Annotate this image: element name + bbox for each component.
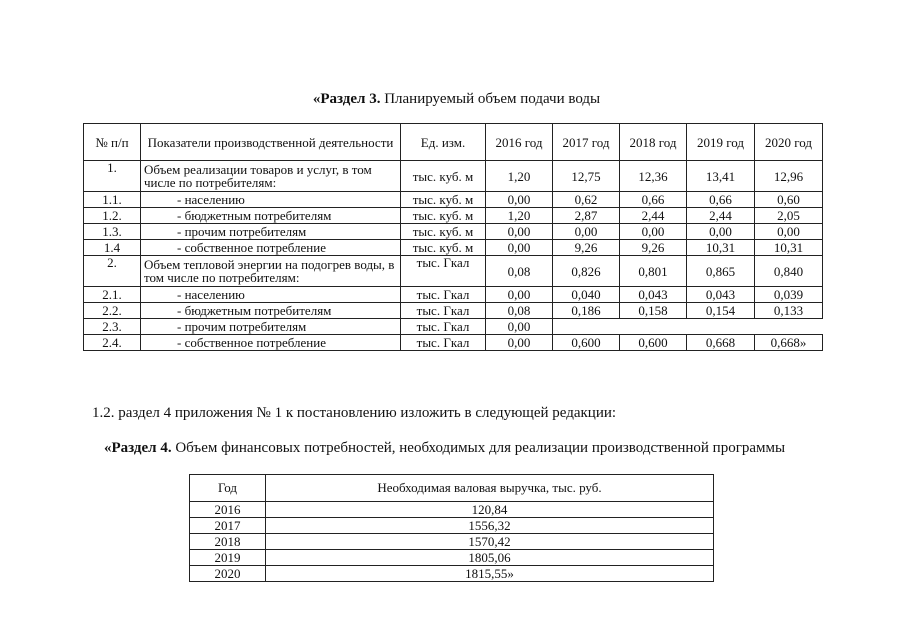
- row-unit: тыс. куб. м: [401, 240, 486, 256]
- table-row: [84, 240, 823, 256]
- cell-2019: 0,043: [687, 287, 755, 303]
- cell-2018: 0,600: [620, 335, 687, 351]
- row-num: 2.3.: [84, 319, 141, 335]
- cell-year: 2016: [190, 502, 266, 518]
- row-unit: тыс. Гкал: [401, 303, 486, 319]
- table-header-row: [84, 124, 823, 161]
- cell-2020: 10,31: [755, 240, 823, 256]
- cell-2016: 0,08: [486, 256, 553, 287]
- cell-2018: 9,26: [620, 240, 687, 256]
- row-unit: тыс. Гкал: [401, 256, 486, 287]
- table-row: [190, 534, 714, 550]
- table-row: [84, 287, 823, 303]
- table-row: [190, 502, 714, 518]
- row-num: 2.4.: [84, 335, 141, 351]
- row-unit: тыс. куб. м: [401, 192, 486, 208]
- row-unit: тыс. Гкал: [401, 287, 486, 303]
- cell-2020: 0,60: [755, 192, 823, 208]
- section3-title-bold: «Раздел 3.: [312, 91, 381, 107]
- cell-2019: 13,41: [687, 161, 755, 192]
- cell-2020: 2,05: [755, 208, 823, 224]
- table-row: [190, 550, 714, 566]
- section3-title: [0, 91, 905, 108]
- row-unit: тыс. куб. м: [401, 161, 486, 192]
- cell-2016: 0,00: [486, 335, 553, 351]
- cell-year: 2019: [190, 550, 266, 566]
- row-name: - населению: [141, 287, 401, 303]
- cell-2020: 12,96: [755, 161, 823, 192]
- cell-2018: 0,801: [620, 256, 687, 287]
- row-num: 1.4: [84, 240, 141, 256]
- cell-year: 2018: [190, 534, 266, 550]
- cell-2017: 9,26: [553, 240, 620, 256]
- row-num: 2.1.: [84, 287, 141, 303]
- row-num: 2.: [84, 256, 141, 287]
- row-name: Объем реализации товаров и услуг, в том числе по потребителям:: [141, 161, 401, 192]
- cell-2019: 0,865: [687, 256, 755, 287]
- cell-2017: 0,040: [553, 287, 620, 303]
- table-row: [84, 335, 823, 351]
- cell-revenue: 1570,42: [266, 534, 714, 550]
- cell-year: 2017: [190, 518, 266, 534]
- cell-2017: 0,00: [553, 224, 620, 240]
- table-row: [84, 224, 823, 240]
- header-indicator: Показатели производственной деятельности: [141, 124, 401, 161]
- header-2018: 2018 год: [620, 124, 687, 161]
- row-num: 1.: [84, 161, 141, 192]
- table-row: [84, 303, 823, 319]
- row-unit: тыс. Гкал: [401, 335, 486, 351]
- header-unit: Ед. изм.: [401, 124, 486, 161]
- row-unit: тыс. Гкал: [401, 319, 486, 335]
- cell-year: 2020: [190, 566, 266, 582]
- table-row: [84, 161, 823, 192]
- row-name: - собственное потребление: [141, 240, 401, 256]
- row-name: Объем тепловой энергии на подогрев воды, в том числе по потребителям:: [141, 256, 401, 287]
- cell-2016: 1,20: [486, 208, 553, 224]
- row-num: 1.1.: [84, 192, 141, 208]
- cell-revenue: 1805,06: [266, 550, 714, 566]
- section4-title: [104, 440, 785, 457]
- cell-revenue: 1815,55»: [266, 566, 714, 582]
- cell-2018: 0,158: [620, 303, 687, 319]
- cell-2016: 1,20: [486, 161, 553, 192]
- amendment-paragraph: 1.2. раздел 4 приложения № 1 к постановлению изложить в следующей редакции:: [92, 405, 617, 421]
- cell-2017: 2,87: [553, 208, 620, 224]
- cell-2016: 0,08: [486, 303, 553, 319]
- cell-2016: 0,00: [486, 319, 553, 335]
- cell-2016: 0,00: [486, 192, 553, 208]
- cell-2019: 0,66: [687, 192, 755, 208]
- cell-2020: 0,00: [755, 224, 823, 240]
- cell-2019: 10,31: [687, 240, 755, 256]
- water-supply-table: [83, 123, 823, 351]
- row-num: 1.3.: [84, 224, 141, 240]
- cell-2020: 0,039: [755, 287, 823, 303]
- cell-2017: 0,62: [553, 192, 620, 208]
- header-revenue: Необходимая валовая выручка, тыс. руб.: [266, 475, 714, 502]
- header-year: Год: [190, 475, 266, 502]
- cell-2016: 0,00: [486, 240, 553, 256]
- cell-2018: 12,36: [620, 161, 687, 192]
- cell-2016: 0,00: [486, 287, 553, 303]
- cell-2019: 0,668: [687, 335, 755, 351]
- table-row: [84, 208, 823, 224]
- table-row: [84, 192, 823, 208]
- table-row: [84, 319, 823, 335]
- cell-2016: 0,00: [486, 224, 553, 240]
- cell-2019: 2,44: [687, 208, 755, 224]
- header-2017: 2017 год: [553, 124, 620, 161]
- cell-2018: 2,44: [620, 208, 687, 224]
- cell-2017: 0,600: [553, 335, 620, 351]
- row-name: - собственное потребление: [141, 335, 401, 351]
- financial-needs-table: [189, 474, 714, 582]
- cell-2020: 0,668»: [755, 335, 823, 351]
- table-row: [190, 518, 714, 534]
- header-num: № п/п: [84, 124, 141, 161]
- table-row: [190, 566, 714, 582]
- row-name: - населению: [141, 192, 401, 208]
- cell-2018: 0,00: [620, 224, 687, 240]
- cell-2020: 0,840: [755, 256, 823, 287]
- table-row: [84, 256, 823, 287]
- cell-revenue: 120,84: [266, 502, 714, 518]
- header-2019: 2019 год: [687, 124, 755, 161]
- cell-2017: 12,75: [553, 161, 620, 192]
- row-num: 1.2.: [84, 208, 141, 224]
- row-unit: тыс. куб. м: [401, 224, 486, 240]
- cell-2017: 0,826: [553, 256, 620, 287]
- section3-title-rest: Планируемый объем подачи воды: [380, 91, 601, 107]
- header-2016: 2016 год: [486, 124, 553, 161]
- row-name: - прочим потребителям: [141, 319, 401, 335]
- row-name: - бюджетным потребителям: [141, 303, 401, 319]
- row-num: 2.2.: [84, 303, 141, 319]
- row-name: - бюджетным потребителям: [141, 208, 401, 224]
- section4-title-bold: «Раздел 4.: [104, 440, 172, 456]
- cell-empty: [553, 319, 823, 335]
- cell-2019: 0,154: [687, 303, 755, 319]
- cell-2019: 0,00: [687, 224, 755, 240]
- section4-title-rest: Объем финансовых потребностей, необходимых для реализации производственной программы: [171, 440, 786, 456]
- header-2020: 2020 год: [755, 124, 823, 161]
- table-header-row: [190, 475, 714, 502]
- cell-2017: 0,186: [553, 303, 620, 319]
- cell-2020: 0,133: [755, 303, 823, 319]
- cell-revenue: 1556,32: [266, 518, 714, 534]
- cell-2018: 0,043: [620, 287, 687, 303]
- row-unit: тыс. куб. м: [401, 208, 486, 224]
- cell-2018: 0,66: [620, 192, 687, 208]
- row-name: - прочим потребителям: [141, 224, 401, 240]
